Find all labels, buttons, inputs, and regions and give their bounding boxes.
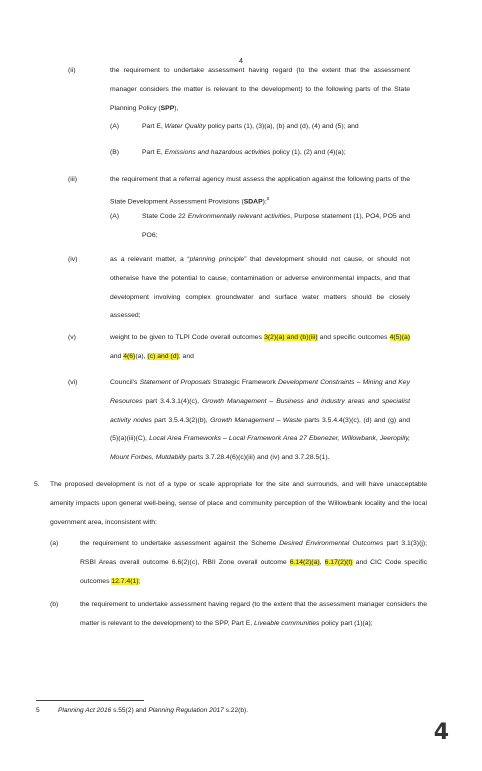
text-run: and specific outcomes [317,334,390,341]
text-run: Emissions and hazardous activities [164,149,271,156]
text-run: ; [138,577,141,585]
text-run: the requirement to undertake assessment having regard (to the extent that the assessment manager considers the matter is relevant to the development) to the SPP, Part E, [80,601,427,627]
text-run: the requirement that a referral agency must assess the application against the following parts of the State Development Assessment Provisions ( [110,176,410,206]
text-run: parts 3.5.4.4(3)(c), (d) and (g) and (5)(a)(iii)(C), [110,416,410,443]
text-run: s.22(b). [223,707,249,714]
text-run: Part E, [142,149,165,156]
text-run: (a), [135,352,148,360]
text-run: State Code 22 [142,213,188,220]
highlighted-reference: 3(2)(a) and (b)(iii) [264,334,318,341]
subitem-label: (a) [50,540,59,547]
text-run: Growth Management – Waste [210,416,302,424]
item-v-text [110,329,410,367]
text-run: s.55(2) and [111,707,149,714]
text-run: ” that development should not cause, or should not otherwise have the potential to cause, contamination or adverse environmental impacts, and that development involving complex groundwater and surface water matters should be closely assessed; [110,256,410,320]
paragraph-5-a-text [80,535,427,591]
text-run: Water Quality [164,123,206,130]
item-ii-text [110,62,410,118]
text-run: ; and [178,352,194,360]
paragraph-5-b-text [80,596,427,634]
text-run: planning principle [189,256,245,263]
text-run: policy parts (1), (3)(a), (b) and (d), (4) and (5); and [205,123,359,130]
highlighted-reference: 4(6) [123,352,136,360]
text-run: part 3.5.4.3(2)(b), [151,416,211,424]
text-run: Planning Regulation 2017 [148,707,224,714]
subitem-label: (A) [110,213,120,220]
subitem-label: (b) [50,601,59,608]
text-run: ): [262,198,267,206]
text-run: SPP [160,104,175,112]
text-run: Development Constraints – Mining and Key Resources [110,379,410,405]
item-label: (vi) [68,379,78,386]
corner-page-number: 4 [433,720,449,745]
paragraph-5-text: The proposed development is not of a type or scale appropriate for the site and surrounds, and will have unacceptable amenity impacts upon general well-being, sense of place and community perception of the Willowbank locality and the local government area, inconsistent with: [50,481,427,526]
item-label: (iv) [68,256,78,263]
footnote-text [58,707,418,714]
text-run: Local Area Frameworks – Local Framework Area 27 Ebenezer, Willowbank, Jeeropilly, Mount Forbes, Mutdabilly [110,435,410,462]
highlighted-reference: (c) and (d) [147,352,179,360]
text-run: part 3.1(3)(j); RSBI Areas overall outcome 6.6(2)(c), RBII Zone overall outcome [80,540,427,566]
text-run: and [110,352,124,360]
footnote-marker: 5 [266,195,270,201]
text-run: Growth Management – Business and industry areas and specialist activity nodes [110,397,410,424]
highlighted-reference: 12.7.4(1) [111,577,139,585]
text-run: , Purpose statement (1), PO4, PO5 and PO6; [142,213,410,239]
text-run: Planning Act 2016 [58,707,112,714]
text-run: ), [174,104,179,112]
text-run: policy part (1)(a); [319,619,373,627]
highlighted-reference: 6.14(2)(a) [289,558,320,566]
item-label: (ii) [68,67,76,74]
item-iv-text [110,251,410,326]
text-run: part 3.4.3.1(4)(c), [142,397,202,405]
highlighted-reference: 4(5)(a) [389,334,411,341]
subitem-ii-a-text [142,118,442,137]
text-run: parts 3.7.28.4(6)(c)(iii) and (iv) and 3.7.28.5(1). [186,454,330,462]
text-run: Council’s [110,379,140,386]
text-run: as a relevant matter, a “ [110,256,190,263]
item-label: (v) [68,334,76,341]
page-number: 4 [239,58,243,65]
footnote-number: 5 [36,707,40,714]
item-iii-text [110,171,410,212]
text-run: Liveable communities [254,619,320,627]
paragraph-number: 5. [34,481,40,488]
text-run: Environmentally relevant activities [187,213,291,220]
text-run: policy (1), (2) and (4)(a); [270,149,346,156]
text-run: Strategic Framework [210,379,278,386]
subitem-ii-b-text [142,144,442,163]
text-run: weight to be given to TLPI Code overall outcomes [110,334,265,341]
item-vi-text [110,374,410,468]
text-run: Statement of Proposals [139,379,211,386]
text-run: Desired Environmental Outcomes [279,540,384,547]
footnote-separator [36,700,144,701]
text-run: Part E, [142,123,165,130]
text-run: the requirement to undertake assessment having regard (to the extent that the assessment manager considers the matter is relevant to the development) to the following parts of the State Planning Policy ( [110,67,410,112]
subitem-label: (A) [110,123,120,130]
subitem-iii-a-text [142,208,410,246]
highlighted-reference: 6.17(2)(t) [324,558,353,566]
text-run: and CIC Code specific outcomes [80,558,428,585]
text-run: , [319,558,325,566]
subitem-label: (B) [110,149,120,156]
text-run: SDAP [243,198,263,206]
item-label: (iii) [68,176,78,183]
text-run: the requirement to undertake assessment against the Scheme [80,540,280,547]
